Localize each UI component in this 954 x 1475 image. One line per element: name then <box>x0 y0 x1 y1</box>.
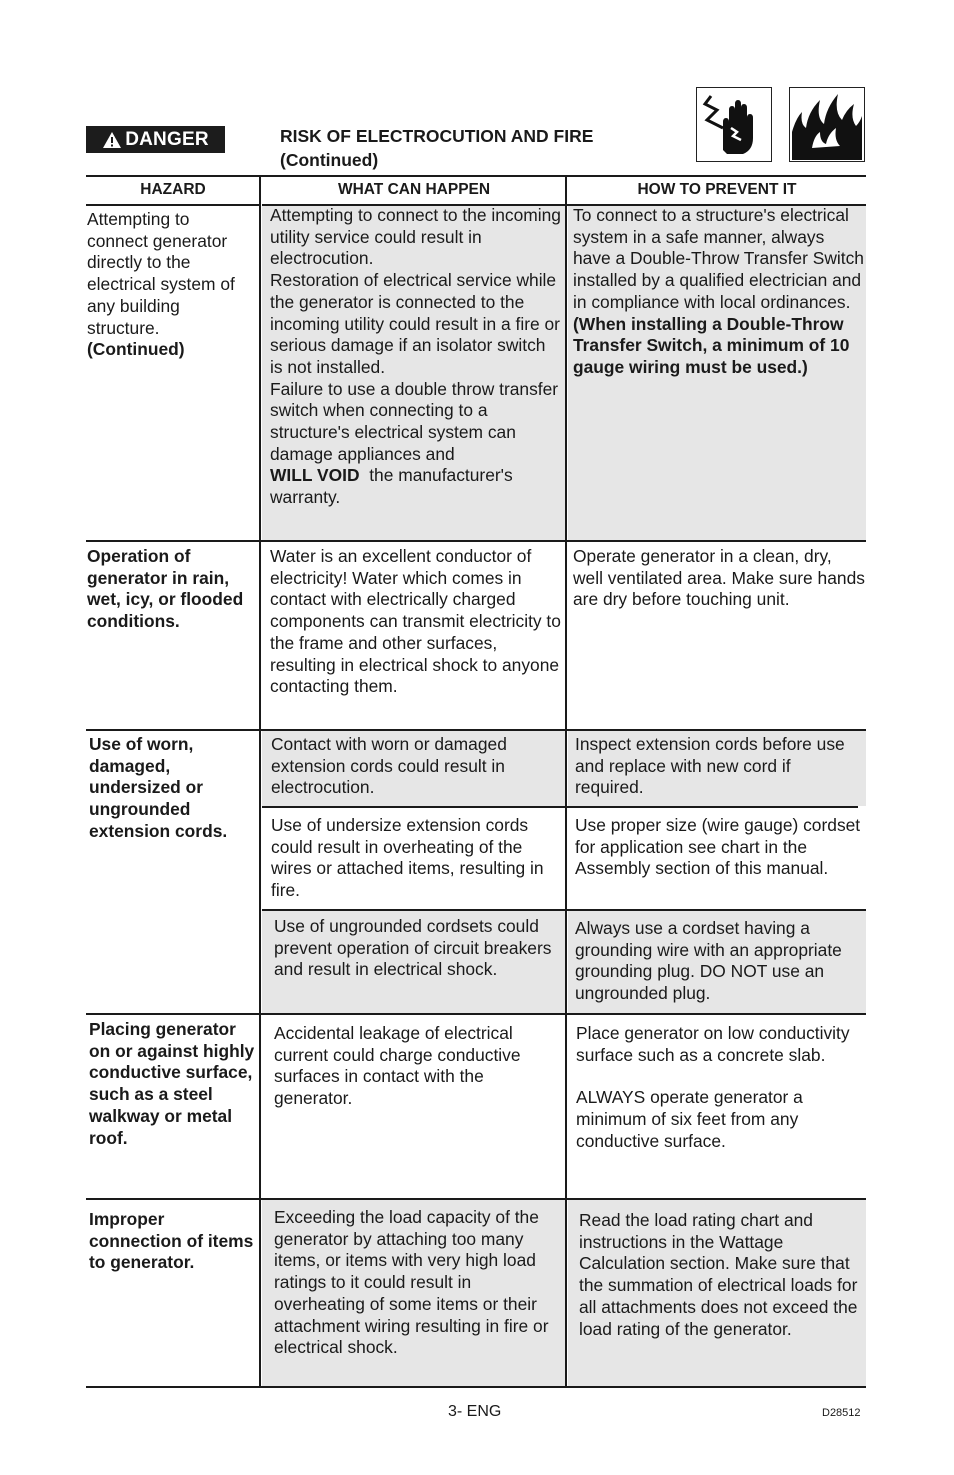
row4-prevent-text-1: Place generator on low conductivity surface such as a concrete slab. <box>576 1023 850 1065</box>
column-header-how-to-prevent: HOW TO PREVENT IT <box>637 181 797 198</box>
row3c-prevent-cell: Always use a cordset having a grounding wire with an appropriate grounding plug. DO NOT use an ungrounded plug. <box>575 918 842 1004</box>
column-header-what-can-happen: WHAT CAN HAPPEN <box>337 181 491 198</box>
row-rule <box>86 729 866 731</box>
row1-what-text-3c: the manufacturer's warranty. <box>270 465 513 508</box>
row3a-prevent-cell: Inspect extension cords before use and replace with new cord if required. <box>575 734 845 798</box>
row1-prevent-bold: (When installing a Double-Throw Transfer Switch, a minimum of 10 gauge wiring must be used.) <box>573 313 850 377</box>
row5-hazard-cell: Improper connection of items to generator. <box>89 1209 254 1273</box>
row1-prevent-text: To connect to a structure's electrical system in a safe manner, always have a Double-Throw Transfer Switch installed by a qualified electrician and in compliance with local ordinances. <box>573 205 864 312</box>
row2-hazard-cell: Operation of generator in rain, wet, icy, or flooded conditions. <box>87 546 244 632</box>
document-code: D28512 <box>822 1407 861 1419</box>
section-subtitle: (Continued) <box>280 150 379 170</box>
row-rule <box>86 1198 866 1200</box>
fire-icon <box>789 87 865 162</box>
row1-what-text-3 <box>270 379 562 509</box>
column-header-hazard: HAZARD <box>140 181 206 198</box>
row2-what-cell: Water is an excellent conductor of electricity! Water which comes in contact with electrically charged components can transmit electricity to the frame and other surfaces, resulting in electrical shock to anyone contacting them. <box>270 546 561 697</box>
row3b-what-cell: Use of undersize extension cords could result in overheating of the wires or attached items, resulting in fire. <box>271 815 544 901</box>
section-title: RISK OF ELECTROCUTION AND FIRE <box>280 126 594 146</box>
row3-hazard-cell: Use of worn, damaged, undersized or ungrounded extension cords. <box>89 734 228 841</box>
header-rule <box>86 204 260 206</box>
danger-label: DANGER <box>125 128 209 150</box>
danger-badge <box>86 126 225 153</box>
row1-what-text-3a: Failure to use a double throw transfer switch when connecting to a structure's electrical system can damage appliances and <box>270 378 559 464</box>
row3c-what-cell: Use of ungrounded cordsets could prevent operation of circuit breakers and result in electrical shock. <box>274 916 552 980</box>
row3b-prevent-cell: Use proper size (wire gauge) cordset for application see chart in the Assembly section of this manual. <box>575 815 861 879</box>
row5-prevent-cell: Read the load rating chart and instructions in the Wattage Calculation section. Make sure that the summation of electrical loads for all attachments does not exceed the load rating of the generator. <box>579 1210 858 1339</box>
warning-triangle-icon <box>102 131 122 149</box>
row4-prevent-cell <box>576 1023 864 1153</box>
row1-prevent-cell <box>573 205 865 379</box>
column-divider <box>259 176 261 1387</box>
row3a-what-cell: Contact with worn or damaged extension cords could result in electrocution. <box>271 734 507 798</box>
row-rule <box>86 1013 866 1015</box>
row1-what-will-void: WILL VOID <box>270 465 360 486</box>
column-divider <box>565 176 567 1387</box>
row-rule <box>86 540 866 542</box>
row1-what-cell <box>270 205 562 509</box>
row4-prevent-text-2: ALWAYS operate generator a minimum of six feet from any conductive surface. <box>576 1087 803 1151</box>
row1-what-text-1: Attempting to connect to the incoming utility service could result in electrocution. <box>270 205 561 269</box>
row1-what-text-2: Restoration of electrical service while the generator is connected to the incoming utility could result in a fire or serious damage if an isolator switch is not installed. <box>270 270 560 377</box>
row1-hazard-cell <box>87 209 255 361</box>
electric-shock-hand-icon <box>696 87 772 162</box>
row4-hazard-cell: Placing generator on or against highly conductive surface, such as a steel walkway or metal roof. <box>89 1019 255 1148</box>
page-number: 3- ENG <box>448 1403 502 1420</box>
sub-row-rule <box>262 806 858 808</box>
sub-row-rule <box>262 909 866 911</box>
row5-what-cell: Exceeding the load capacity of the generator by attaching too many items, or items with very high load ratings to it could result in overheating of some items or their attachment wiring resulting in fire or electrical shock. <box>274 1207 549 1358</box>
row1-hazard-continued: (Continued) <box>87 339 185 360</box>
row2-prevent-cell: Operate generator in a clean, dry, well ventilated area. Make sure hands are dry before touching unit. <box>573 546 865 610</box>
table-bottom-rule <box>86 1386 866 1388</box>
row1-hazard-text: Attempting to connect generator directly to the electrical system of any building structure. <box>87 209 235 338</box>
row4-what-cell: Accidental leakage of electrical current could charge conductive surfaces in contact with the generator. <box>274 1023 521 1109</box>
